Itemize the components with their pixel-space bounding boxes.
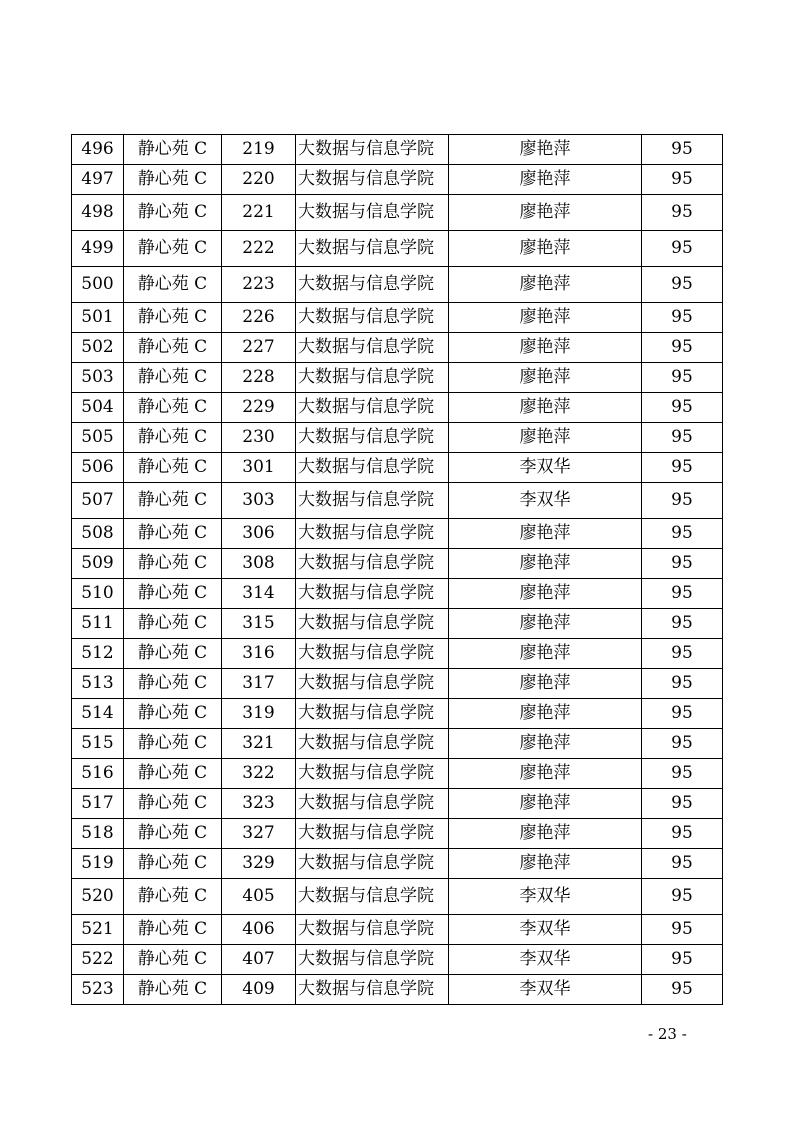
counselor-name: 廖艳萍 [449,549,642,579]
room-number: 228 [222,363,296,393]
room-number: 303 [222,483,296,519]
row-number: 512 [72,639,124,669]
score: 95 [642,393,723,423]
table-row [72,135,723,165]
score: 95 [642,579,723,609]
building-name: 静心苑 C [124,945,222,975]
room-number: 317 [222,669,296,699]
table-row [72,363,723,393]
college-name: 大数据与信息学院 [296,639,449,669]
counselor-name: 廖艳萍 [449,363,642,393]
room-number: 406 [222,915,296,945]
college-name: 大数据与信息学院 [296,759,449,789]
building-name: 静心苑 C [124,789,222,819]
counselor-name: 廖艳萍 [449,333,642,363]
college-name: 大数据与信息学院 [296,453,449,483]
score: 95 [642,975,723,1005]
counselor-name: 廖艳萍 [449,195,642,231]
score: 95 [642,609,723,639]
table-row [72,609,723,639]
college-name: 大数据与信息学院 [296,165,449,195]
row-number: 520 [72,879,124,915]
table-row [72,819,723,849]
row-number: 506 [72,453,124,483]
row-number: 507 [72,483,124,519]
college-name: 大数据与信息学院 [296,483,449,519]
table-row [72,789,723,819]
room-number: 229 [222,393,296,423]
table-row [72,423,723,453]
row-number: 502 [72,333,124,363]
score: 95 [642,303,723,333]
score: 95 [642,759,723,789]
row-number: 515 [72,729,124,759]
college-name: 大数据与信息学院 [296,975,449,1005]
row-number: 523 [72,975,124,1005]
college-name: 大数据与信息学院 [296,135,449,165]
row-number: 513 [72,669,124,699]
row-number: 504 [72,393,124,423]
table-row [72,975,723,1005]
room-number: 407 [222,945,296,975]
row-number: 514 [72,699,124,729]
score: 95 [642,729,723,759]
room-number: 319 [222,699,296,729]
room-number: 221 [222,195,296,231]
college-name: 大数据与信息学院 [296,849,449,879]
building-name: 静心苑 C [124,759,222,789]
building-name: 静心苑 C [124,453,222,483]
score: 95 [642,267,723,303]
table-row [72,639,723,669]
building-name: 静心苑 C [124,819,222,849]
building-name: 静心苑 C [124,669,222,699]
counselor-name: 廖艳萍 [449,423,642,453]
room-number: 323 [222,789,296,819]
row-number: 509 [72,549,124,579]
score: 95 [642,549,723,579]
score: 95 [642,423,723,453]
row-number: 505 [72,423,124,453]
building-name: 静心苑 C [124,483,222,519]
college-name: 大数据与信息学院 [296,579,449,609]
college-name: 大数据与信息学院 [296,393,449,423]
room-number: 308 [222,549,296,579]
counselor-name: 廖艳萍 [449,699,642,729]
score: 95 [642,945,723,975]
table-row [72,945,723,975]
room-number: 321 [222,729,296,759]
room-number: 223 [222,267,296,303]
building-name: 静心苑 C [124,195,222,231]
college-name: 大数据与信息学院 [296,789,449,819]
room-number: 219 [222,135,296,165]
room-number: 306 [222,519,296,549]
table-row [72,915,723,945]
table-row [72,669,723,699]
college-name: 大数据与信息学院 [296,819,449,849]
table-row [72,729,723,759]
room-number: 405 [222,879,296,915]
building-name: 静心苑 C [124,303,222,333]
building-name: 静心苑 C [124,135,222,165]
score: 95 [642,519,723,549]
table-row [72,231,723,267]
college-name: 大数据与信息学院 [296,231,449,267]
score: 95 [642,453,723,483]
college-name: 大数据与信息学院 [296,945,449,975]
counselor-name: 廖艳萍 [449,789,642,819]
room-number: 316 [222,639,296,669]
room-number: 315 [222,609,296,639]
counselor-name: 廖艳萍 [449,303,642,333]
college-name: 大数据与信息学院 [296,609,449,639]
counselor-name: 李双华 [449,453,642,483]
row-number: 517 [72,789,124,819]
building-name: 静心苑 C [124,915,222,945]
counselor-name: 李双华 [449,483,642,519]
room-number: 327 [222,819,296,849]
counselor-name: 廖艳萍 [449,759,642,789]
table-row [72,165,723,195]
row-number: 496 [72,135,124,165]
college-name: 大数据与信息学院 [296,519,449,549]
room-number: 301 [222,453,296,483]
counselor-name: 李双华 [449,915,642,945]
building-name: 静心苑 C [124,423,222,453]
building-name: 静心苑 C [124,699,222,729]
score: 95 [642,363,723,393]
table-body [72,135,723,1005]
table-row [72,519,723,549]
building-name: 静心苑 C [124,549,222,579]
counselor-name: 廖艳萍 [449,135,642,165]
college-name: 大数据与信息学院 [296,549,449,579]
room-number: 329 [222,849,296,879]
page-number: - 23 - [648,1025,687,1043]
building-name: 静心苑 C [124,879,222,915]
table-row [72,303,723,333]
counselor-name: 廖艳萍 [449,519,642,549]
college-name: 大数据与信息学院 [296,729,449,759]
score: 95 [642,849,723,879]
building-name: 静心苑 C [124,267,222,303]
row-number: 498 [72,195,124,231]
score: 95 [642,699,723,729]
score: 95 [642,915,723,945]
table-row [72,453,723,483]
row-number: 499 [72,231,124,267]
score: 95 [642,231,723,267]
table-row [72,879,723,915]
college-name: 大数据与信息学院 [296,669,449,699]
counselor-name: 廖艳萍 [449,231,642,267]
table-row [72,195,723,231]
dormitory-score-table [71,134,723,1005]
score: 95 [642,333,723,363]
score: 95 [642,135,723,165]
score: 95 [642,819,723,849]
room-number: 226 [222,303,296,333]
room-number: 220 [222,165,296,195]
table-row [72,267,723,303]
building-name: 静心苑 C [124,639,222,669]
row-number: 516 [72,759,124,789]
college-name: 大数据与信息学院 [296,879,449,915]
counselor-name: 廖艳萍 [449,819,642,849]
score: 95 [642,669,723,699]
room-number: 227 [222,333,296,363]
counselor-name: 李双华 [449,879,642,915]
counselor-name: 廖艳萍 [449,729,642,759]
building-name: 静心苑 C [124,165,222,195]
score: 95 [642,195,723,231]
counselor-name: 廖艳萍 [449,669,642,699]
table-row [72,849,723,879]
building-name: 静心苑 C [124,579,222,609]
college-name: 大数据与信息学院 [296,267,449,303]
table-row [72,393,723,423]
row-number: 503 [72,363,124,393]
row-number: 519 [72,849,124,879]
counselor-name: 廖艳萍 [449,849,642,879]
table-row [72,483,723,519]
building-name: 静心苑 C [124,849,222,879]
building-name: 静心苑 C [124,333,222,363]
row-number: 518 [72,819,124,849]
row-number: 500 [72,267,124,303]
room-number: 230 [222,423,296,453]
building-name: 静心苑 C [124,363,222,393]
room-number: 322 [222,759,296,789]
room-number: 222 [222,231,296,267]
table-row [72,699,723,729]
counselor-name: 廖艳萍 [449,579,642,609]
counselor-name: 李双华 [449,945,642,975]
building-name: 静心苑 C [124,519,222,549]
row-number: 501 [72,303,124,333]
row-number: 511 [72,609,124,639]
college-name: 大数据与信息学院 [296,363,449,393]
score: 95 [642,483,723,519]
counselor-name: 廖艳萍 [449,165,642,195]
table-row [72,759,723,789]
building-name: 静心苑 C [124,231,222,267]
counselor-name: 廖艳萍 [449,639,642,669]
score: 95 [642,789,723,819]
counselor-name: 廖艳萍 [449,609,642,639]
college-name: 大数据与信息学院 [296,303,449,333]
table-row [72,579,723,609]
room-number: 314 [222,579,296,609]
college-name: 大数据与信息学院 [296,699,449,729]
building-name: 静心苑 C [124,975,222,1005]
score: 95 [642,879,723,915]
building-name: 静心苑 C [124,729,222,759]
room-number: 409 [222,975,296,1005]
college-name: 大数据与信息学院 [296,195,449,231]
row-number: 522 [72,945,124,975]
counselor-name: 廖艳萍 [449,393,642,423]
building-name: 静心苑 C [124,609,222,639]
college-name: 大数据与信息学院 [296,333,449,363]
row-number: 510 [72,579,124,609]
counselor-name: 李双华 [449,975,642,1005]
table-row [72,549,723,579]
row-number: 508 [72,519,124,549]
row-number: 497 [72,165,124,195]
college-name: 大数据与信息学院 [296,915,449,945]
row-number: 521 [72,915,124,945]
counselor-name: 廖艳萍 [449,267,642,303]
score: 95 [642,165,723,195]
score: 95 [642,639,723,669]
table-row [72,333,723,363]
building-name: 静心苑 C [124,393,222,423]
college-name: 大数据与信息学院 [296,423,449,453]
